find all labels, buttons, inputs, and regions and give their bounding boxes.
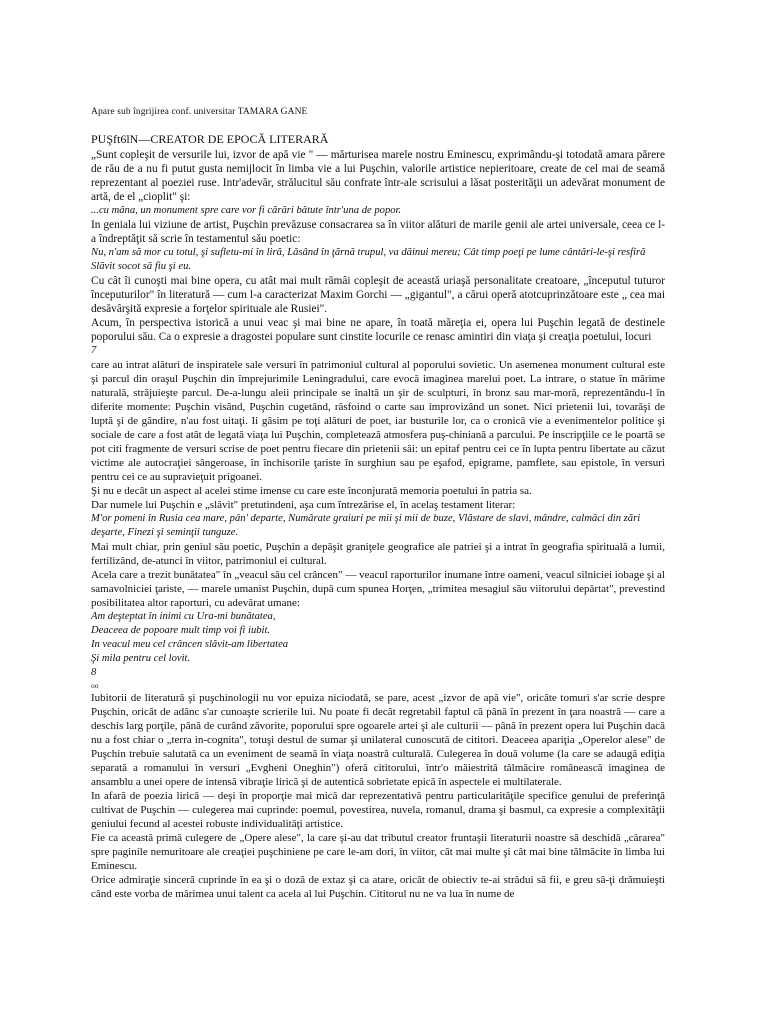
paragraph: Şi nu e decât un aspect al acelei stime imense cu care este înconjurată memoria poetului în patria sa. [91,485,532,497]
page-mark: oo [91,681,99,690]
paragraph: Orice admiraţie sinceră cuprinde în ea şi o doză de extaz şi ca atare, oricât de obiectiv te-ai strădui să fii, e greu să-ţi drămuieşti când este vorba de mărimea unui talent ca acela al lui Puşchin. Cititorul nu ne va lua în nume de [91,874,665,900]
verse-line: Am deşteptat în inimi cu Ura-mi bunătatea, [91,611,276,622]
verse-line: M'or pomeni în Rusia cea mare, pân' departe, Numărate graiuri pe mii şi mii de buze, Vlăstare de slavi, mândre, calmâci din zări deşarte, Finezi şi seminţii tunguze. [91,513,641,538]
verse-line: Nu, n'am să mor cu totul, şi sufletu-mi în liră, Lăsând în ţărnă trupul, va dăinui mereu; Cât timp poeţi pe lume cântări-le-şi resfiră Slăvit socot să fiu şi eu. [91,247,646,272]
page-number: 8 [91,667,97,678]
paragraph: Acela care a trezit bunătatea" în „veacul său cel crâncen" — veacul raporturilor inumane între oameni, veacul silniciei iobage şi al samavolniciei ţariste, — marele umanist Puşchin, după cum spunea Horţen, „trimitea mesagiul său viitorului depărtat", prevestind posibilitatea altor raporturi, cu adevărat umane: [91,569,665,609]
paragraph: „Sunt copleşit de versurile lui, izvor de apă vie " — mărturisea marele nostru Eminescu, exprimându-şi totodată amara părere de rău de a nu fi putut gusta nemijlocit în limba vie a lui Puşchin, valorile artistice nepieritoare, create de cel mai de seamă reprezentant al poeziei ruse. Intr'adevăr, strălucitul său confrate într-ale scrisului a lăsat posterităţii un adevărat monument de artă, de el „cioplit" şi: [91,149,665,203]
verse-line: Şi mila pentru cel lovit. [91,653,191,664]
document-page [91,107,665,901]
paragraph: Iubitorii de literatură şi puşchinologii nu vor epuiza niciodată, se pare, acest „izvor de apă vie", oricâte tomuri s'ar scrie despre Puşchin, oricât de adânc s'ar cunoaşte scrierile lui. Nu poate fi decât regretabil faptul că până în prezent în ţara noastră — care a deschis larg porţile, până de curând zăvorite, poporului spre ogoarele artei şi ale culturii — până în prezent opera lui Puşchin dacă nu a fost chiar o „terra in-cognita", totuşi destul de sumar şi unilateral cunoscută de cititori. Deaceea apariţia „Operelor alese" de Puşchin trebuie salutată ca un eveniment de seamă în viaţa noastră culturală. Culegerea în două volume (la care se adaugă ediţia separată a romanului în versuri „Evgheni Oneghin") oferă cititorului, într'o măiestrită tălmăcire românească imaginea de ansamblu a unei opere de intensă vibraţie lirică şi de autentică sobrietate epică în aspectele ei multilaterale. [91,692,665,788]
verse-line: In veacul meu cel crâncen slăvit-am libertatea [91,639,289,650]
paragraph: Mai mult chiar, prin geniul său poetic, Puşchin a depăşit graniţele geografice ale patriei şi a intrat în geografia spirituală a lumii, fertilizând, de-atunci în viitor, patrimoniul ei cultural. [91,541,665,567]
paragraph: Dar numele lui Puşchin e „slăvit" pretutindeni, aşa cum întrezărise el, în acelaş testament literar: [91,499,516,511]
paragraph: Fie ca această primă culegere de „Opere alese", la care şi-au dat tributul creator fruntaşii literaturii noastre să deschidă „cărarea" spre paginile nemuritoare ale creaţiei puşchiniene pe care le-am dori, în viitor, cât mai multe şi cât mai bine tălmăcite în limba lui Eminescu. [91,832,665,872]
verse-line: ...cu mâna, un monument spre care vor fi cărări bătute într'una de popor. [91,205,402,216]
editor-note: Apare sub îngrijirea conf. universitar TAMARA GANE [91,107,308,117]
paragraph: Cu cât îi cunoşti mai bine opera, cu atât mai mult rămâi copleşit de această uriaşă personalitate creatoare, „începutul tuturor începuturilor" în literatură — cum l-a caracterizat Maxim Gorchi — „gigantul", a cărui operă atotcuprinzătoare este „ cea mai desăvârşită expresie a forţelor spirituale ale Rusiei". [91,275,665,315]
paragraph: In geniala lui viziune de artist, Puşchin prevăzuse consacrarea sa în viitor alături de marile genii ale artei universale, ceea ce l-a îndreptăţit să scrie în testamentul său poetic: [91,219,665,245]
verse-line: Deaceea de popoare mult timp voi fi iubit. [91,625,271,636]
page-title: PUŞft6lN—CREATOR DE EPOCĂ LITERARĂ [91,132,329,146]
paragraph: Acum, în perspectiva istorică a unui veac şi mai bine ne apare, în toată măreţia ei, opera lui Puşchin legată de destinele poporului său. Ca o expresie a dragostei populare sunt cinstite locurile ce renasc amintiri din viaţa şi creaţia poetului, locuri [91,317,665,343]
page-number: 7 [91,345,97,356]
paragraph: In afară de poezia lirică — deşi în proporţie mai mică dar reprezentativă pentru particularităţile specifice genului de preferinţă cultivat de Puşchin — culegerea mai cuprinde: poemul, povestirea, nuvela, romanul, drama şi basmul, ca expresie a complexităţii geniului fecund al acestei robuste individualităţi artistice. [91,790,665,830]
paragraph: care au intrat alături de inspiratele sale versuri în patrimoniul cultural al poporului sovietic. Un asemenea monument cultural este şi parcul din oraşul Puşchin din împrejurimile Leningradului, care evocă imaginea marelui poet. La intrare, o statue în mărime naturală, străjuieşte parcul. De-a-lungu aleii principale se înaltă un şir de sculpturi, în bronz sau mar-moră, reprezentându-l în diferite momente: Puşchin visând, Puşchin cugetând, răsfoind o carte sau improvizând un sonet. Nici prietenii lui, tovarăşi de luptă şi de gândire, n'au fost uitaţi. Ii găsim pe toţi alături de poet, iar busturile lor, ca o cronică vie a evenimentelor politice şi sociale de care a fost atât de legată viaţa lui Puşchin, completează atmosfera puş-chiniană a parcului. Pe inscripţiile ce le poartă se pot citi fragmente de versuri scrise de poet pentru fiecare din prietenii săi: un epitaf pentru cei ce în lupta pentru libertate au căzut victime ale autocraţiei sângeroase, în închisorile ţariste în surghiun sau pe eşafod, epigrame, pamflete, sau epistole, în versuri pentru cei ce au supravieţuit prigoanei. [91,359,665,483]
